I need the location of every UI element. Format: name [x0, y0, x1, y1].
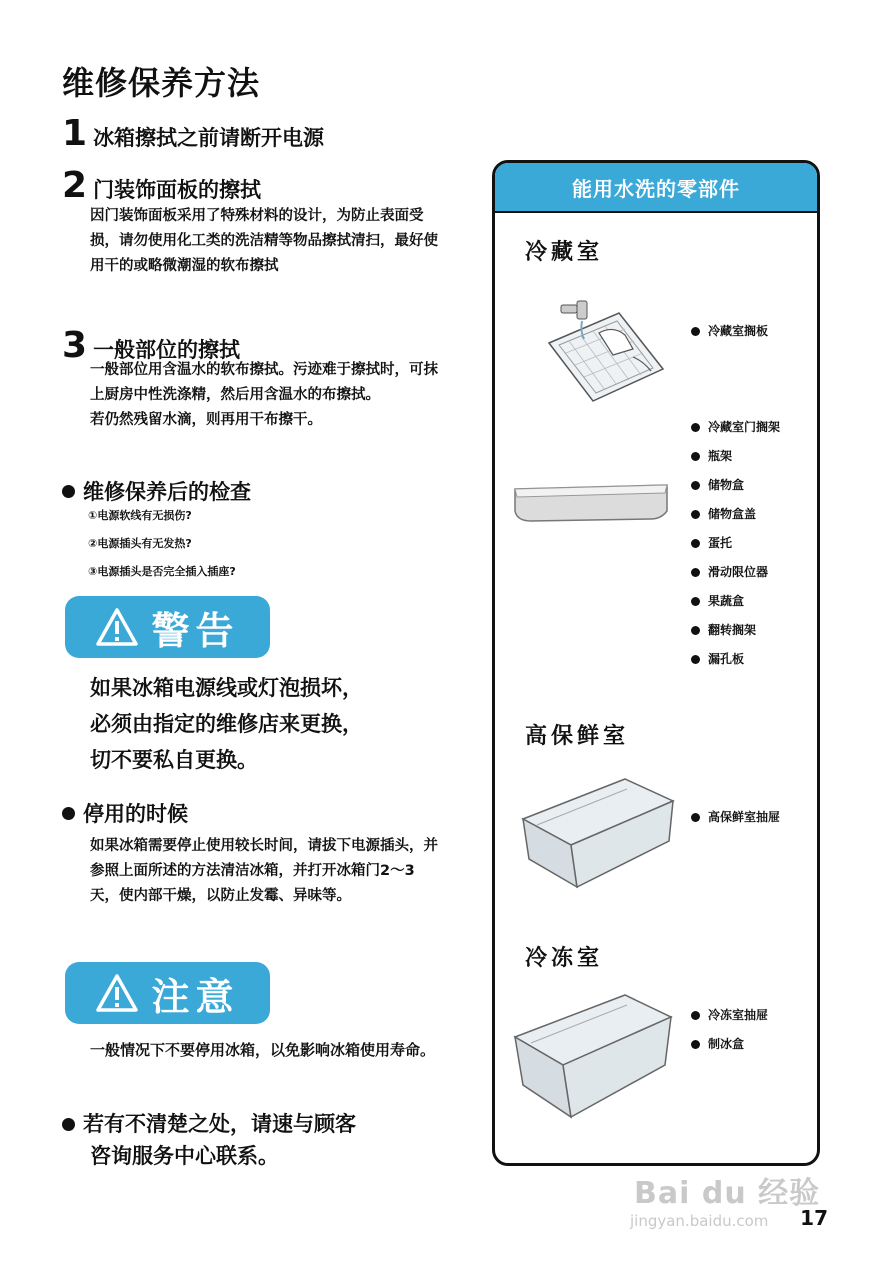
part-item — [691, 1030, 768, 1059]
bullet-icon — [691, 597, 700, 606]
part-label: 翻转搁架 — [708, 623, 757, 637]
paragraph: 若仍然残留水滴，则再用干布擦干。 — [90, 412, 322, 428]
part-item — [691, 1001, 768, 1030]
door-rack-illustration — [511, 481, 671, 523]
check-item: ③电源插头是否完全插入插座? — [88, 565, 236, 578]
part-item — [691, 587, 780, 616]
bullet-icon — [691, 539, 700, 548]
check-item: ①电源软线有无损伤? — [88, 509, 192, 522]
bullet-icon — [691, 1040, 700, 1049]
paragraph: 因门装饰面板采用了特殊材料的设计，为防止表面受损，请勿使用化工类的洗洁精等物品擦拭清扫，最好使用干的或略微潮湿的软布擦拭 — [90, 208, 438, 274]
paragraph: 一般情况下不要停用冰箱，以免影响冰箱使用寿命。 — [90, 1041, 436, 1059]
bullet-icon — [62, 807, 75, 820]
part-item — [691, 413, 780, 442]
stop-body — [90, 834, 440, 909]
watermark-logo: Bai du 经验 — [634, 1176, 821, 1211]
part-label: 漏孔板 — [708, 652, 745, 666]
part-item — [691, 645, 780, 674]
part-label: 高保鲜室抽屉 — [708, 810, 781, 824]
part-label: 冷藏室门搁架 — [708, 420, 781, 434]
part-item — [691, 616, 780, 645]
contact-line: 咨询服务中心联系。 — [90, 1144, 279, 1168]
bullet-icon — [691, 327, 700, 336]
fresh-drawer-illustration — [517, 775, 677, 891]
section-number: 2 — [62, 165, 88, 206]
check-title: 维修保养后的检查 — [83, 480, 251, 504]
freezer-part-list — [691, 1001, 768, 1059]
fridge-label: 冷藏室 — [525, 240, 604, 265]
bullet-icon — [691, 510, 700, 519]
section-number: 3 — [62, 325, 88, 366]
warning-text — [90, 670, 363, 778]
check-list — [88, 502, 236, 586]
bullet-icon — [691, 626, 700, 635]
check-item: ②电源插头有无发热? — [88, 537, 192, 550]
freezer-drawer-illustration — [509, 989, 677, 1121]
stop-title: 停用的时候 — [83, 802, 188, 826]
watermark-url: jingyan.baidu.com — [630, 1212, 769, 1230]
warning-label: 警告 — [151, 608, 240, 653]
washable-parts-panel — [492, 160, 820, 1166]
warning-badge — [65, 596, 270, 658]
caution-badge — [65, 962, 270, 1024]
part-label: 果蔬盒 — [708, 594, 745, 608]
caution-body — [90, 1036, 440, 1064]
part-item — [691, 317, 768, 346]
warning-line: 如果冰箱电源线或灯泡损坏， — [90, 676, 363, 700]
section-title: 冰箱擦拭之前请断开电源 — [93, 126, 325, 150]
fresh-label: 高保鲜室 — [525, 724, 630, 749]
shelf-washing-illustration — [541, 291, 671, 409]
part-label: 蛋托 — [708, 536, 733, 550]
warning-line: 切不要私自更换。 — [90, 748, 258, 772]
part-item — [691, 803, 780, 832]
part-label: 储物盒 — [708, 478, 745, 492]
bullet-icon — [691, 568, 700, 577]
bullet-icon — [691, 452, 700, 461]
caution-label: 注意 — [151, 974, 240, 1019]
bullet-icon — [691, 813, 700, 822]
bullet-icon — [62, 485, 75, 498]
warning-triangle-icon — [95, 973, 139, 1013]
warning-triangle-icon — [95, 607, 139, 647]
section-title: 门装饰面板的擦拭 — [93, 178, 262, 202]
section-2-heading — [62, 165, 262, 206]
page-title: 维修保养方法 — [62, 64, 261, 102]
bullet-icon — [691, 1011, 700, 1020]
panel-title: 能用水洗的零部件 — [495, 163, 817, 213]
part-label: 滑动限位器 — [708, 565, 769, 579]
fresh-part-list — [691, 803, 780, 832]
paragraph: 一般部位用含温水的软布擦拭。污迹难于擦拭时，可抹上厨房中性洗涤精，然后用含温水的布擦拭。 — [90, 362, 438, 403]
contact-block — [62, 1108, 356, 1172]
part-item — [691, 471, 780, 500]
part-label: 瓶架 — [708, 449, 733, 463]
page-number: 17 — [800, 1206, 828, 1230]
freezer-label: 冷冻室 — [525, 946, 604, 971]
bullet-icon — [691, 423, 700, 432]
stop-heading — [62, 798, 188, 828]
fridge-part-list — [691, 413, 780, 674]
section-number: 1 — [62, 113, 88, 154]
part-label: 冷冻室抽屉 — [708, 1008, 769, 1022]
part-item — [691, 500, 780, 529]
section-2-body — [90, 204, 440, 279]
shelf-part-list — [691, 317, 768, 346]
warning-line: 必须由指定的维修店来更换， — [90, 712, 363, 736]
part-item — [691, 442, 780, 471]
section-title: 一般部位的擦拭 — [93, 338, 241, 362]
bullet-icon — [691, 481, 700, 490]
contact-line — [62, 1108, 356, 1140]
bullet-icon — [691, 655, 700, 664]
part-label: 冷藏室搁板 — [708, 324, 769, 338]
part-label: 制冰盒 — [708, 1037, 745, 1051]
part-label: 储物盒盖 — [708, 507, 757, 521]
section-1-heading — [62, 113, 325, 154]
section-3-body — [90, 358, 440, 433]
contact-text: 若有不清楚之处，请速与顾客 — [83, 1112, 356, 1136]
part-item — [691, 558, 780, 587]
paragraph: 如果冰箱需要停止使用较长时间，请拔下电源插头，并参照上面所述的方法清洁冰箱，并打开冰箱门2～3天，使内部干燥，以防止发霉、异味等。 — [90, 838, 438, 904]
part-item — [691, 529, 780, 558]
bullet-icon — [62, 1118, 75, 1131]
